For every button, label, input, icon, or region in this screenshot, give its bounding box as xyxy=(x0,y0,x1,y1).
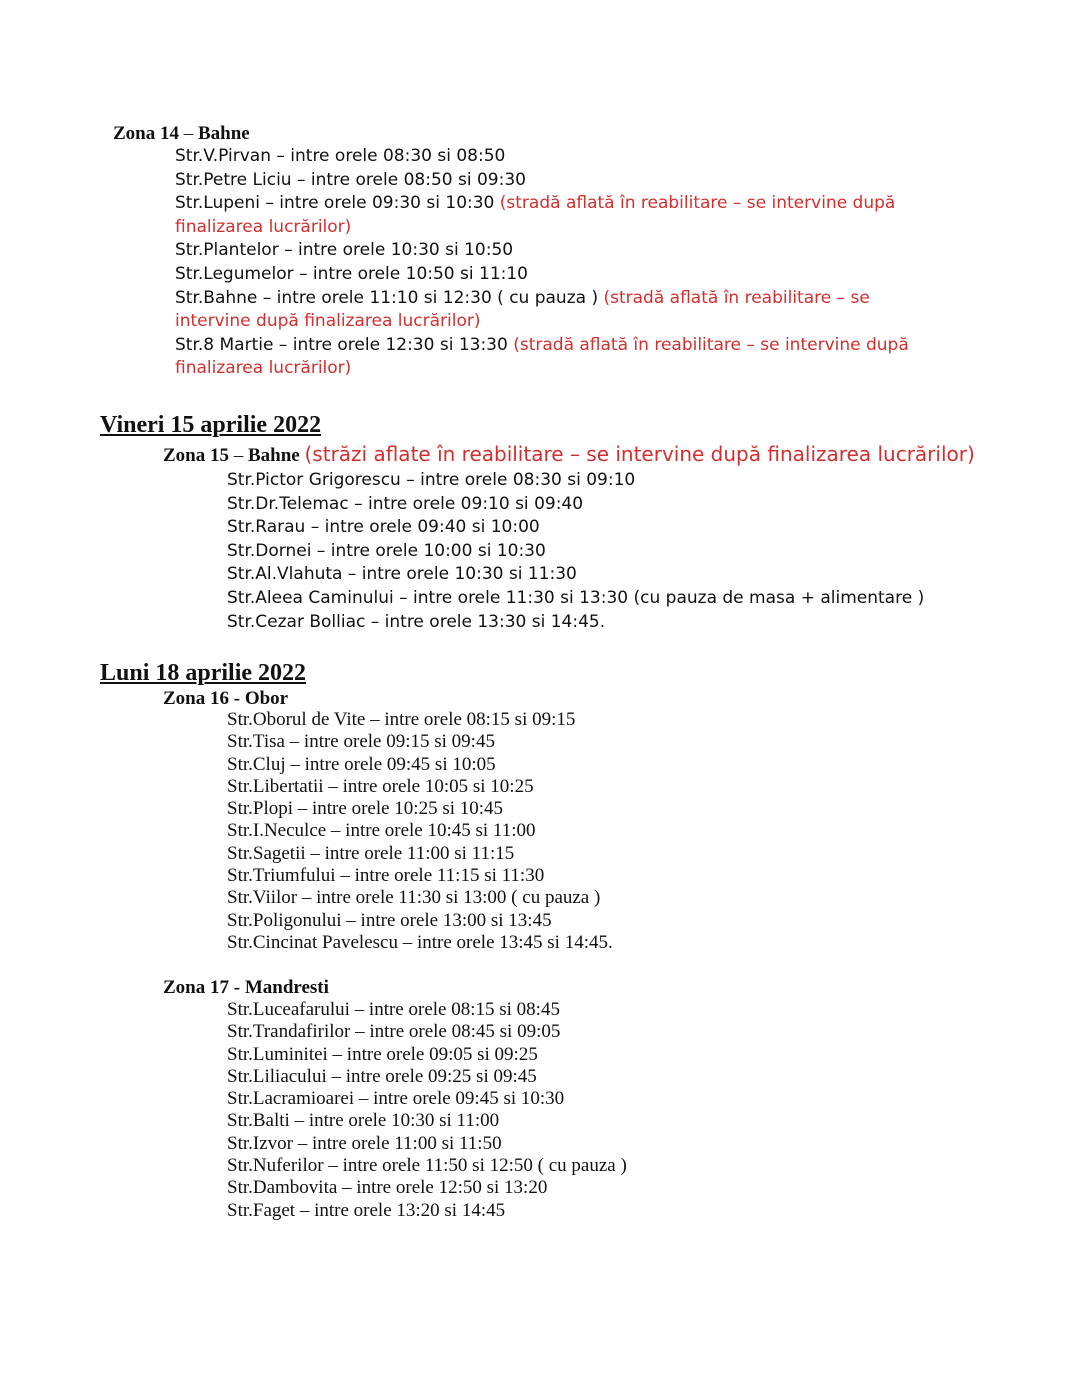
street-item: Str.Cincinat Pavelescu – intre orele 13:45 si 14:45. xyxy=(227,931,613,953)
street-item: Str.Nuferilor – intre orele 11:50 si 12:50 ( cu pauza ) xyxy=(227,1155,627,1177)
street-text: Str.Plantelor – intre orele 10:30 si 10:50 xyxy=(175,240,514,261)
street-item: Str.Pictor Grigorescu – intre orele 08:30 si 09:10 xyxy=(227,470,636,490)
street-item: Str.Dornei – intre orele 10:00 si 10:30 xyxy=(227,540,546,561)
street-item: Str.Dr.Telemac – intre orele 09:10 si 09:40 xyxy=(227,493,584,514)
street-item: Str.Faget – intre orele 13:20 si 14:45 xyxy=(227,1199,506,1221)
street-text: Str.V.Pirvan – intre orele 08:30 si 08:50 xyxy=(175,146,506,166)
street-item: Str.Luminitei – intre orele 09:05 si 09:25 xyxy=(227,1043,538,1065)
zone-14-title xyxy=(113,123,250,145)
zone-16-street-list xyxy=(227,709,613,954)
street-item: Str.Tisa – intre orele 09:15 si 09:45 xyxy=(227,731,495,753)
zone-15-title xyxy=(163,443,975,467)
street-text: Str.Lupeni – intre orele 09:30 si 10:30 xyxy=(175,193,500,214)
street-item: Str.Cluj – intre orele 09:45 si 10:05 xyxy=(227,753,496,775)
street-item: Str.Sagetii – intre orele 11:00 si 11:15 xyxy=(227,842,515,864)
street-item: Str.Izvor – intre orele 11:00 si 11:50 xyxy=(227,1132,502,1154)
zone-14-name: Bahne xyxy=(198,123,250,144)
street-item: Str.I.Neculce – intre orele 10:45 si 11:00 xyxy=(227,820,536,842)
zone-15-name: Bahne xyxy=(248,445,300,466)
street-text: Str.Bahne – intre orele 11:10 si 12:30 ( cu pauza ) xyxy=(175,287,604,308)
street-item xyxy=(163,287,943,334)
street-item xyxy=(163,145,963,169)
street-item: Str.Oborul de Vite – intre orele 08:15 si 09:15 xyxy=(227,709,576,730)
zone-14-separator: – xyxy=(179,123,198,144)
street-item: Str.Dambovita – intre orele 12:50 si 13:20 xyxy=(227,1177,548,1199)
street-item: Str.Trandafirilor – intre orele 08:45 si 09:05 xyxy=(227,1021,561,1043)
zone-15-separator: – xyxy=(229,445,248,466)
zone-14-number: Zona 14 xyxy=(113,123,179,144)
rehab-note: (stradă aflată în reabilitare – se intervine după finalizarea lucrărilor) xyxy=(175,287,870,332)
zone-15-number: Zona 15 xyxy=(163,445,229,466)
zone-17-title: Zona 17 - Mandresti xyxy=(163,977,329,998)
street-item: Str.Plopi – intre orele 10:25 si 10:45 xyxy=(227,798,504,820)
street-item xyxy=(163,192,955,239)
street-text: Str.Legumelor – intre orele 10:50 si 11:10 xyxy=(175,263,528,284)
street-item: Str.Cezar Bolliac – intre orele 13:30 si 14:45. xyxy=(227,611,606,632)
zone-17-street-list xyxy=(227,999,627,1222)
street-item xyxy=(163,263,963,287)
street-item: Str.Triumfului – intre orele 11:15 si 11:30 xyxy=(227,865,545,887)
street-text: Str.8 Martie – intre orele 12:30 si 13:30 xyxy=(175,334,514,355)
street-text: Str.Petre Liciu – intre orele 08:50 si 09:30 xyxy=(175,169,526,190)
zone-16-title: Zona 16 - Obor xyxy=(163,688,289,709)
street-item: Str.Balti – intre orele 10:30 si 11:00 xyxy=(227,1110,500,1132)
street-item: Str.Rarau – intre orele 09:40 si 10:00 xyxy=(227,517,540,538)
street-item: Str.Viilor – intre orele 11:30 si 13:00 ( cu pauza ) xyxy=(227,887,601,909)
street-item xyxy=(163,334,943,381)
rehab-note: (stradă aflată în reabilitare – se intervine după finalizarea lucrărilor) xyxy=(175,334,909,379)
street-item: Str.Liliacului – intre orele 09:25 si 09:45 xyxy=(227,1065,537,1087)
street-item: Str.Aleea Caminului – intre orele 11:30 si 13:30 (cu pauza de masa + alimentare ) xyxy=(227,587,925,608)
street-item xyxy=(163,239,963,263)
street-item: Str.Al.Vlahuta – intre orele 10:30 si 11:30 xyxy=(227,564,577,585)
street-item: Str.Poligonului – intre orele 13:00 si 13:45 xyxy=(227,909,552,931)
zone-15-street-list xyxy=(227,469,924,634)
rehab-note: (stradă aflată în reabilitare – se intervine după finalizarea lucrărilor) xyxy=(175,193,896,237)
street-item xyxy=(163,169,963,193)
zone-14-street-list xyxy=(163,145,963,381)
street-item: Str.Libertatii – intre orele 10:05 si 10:25 xyxy=(227,775,534,797)
street-item: Str.Lacramioarei – intre orele 09:45 si 10:30 xyxy=(227,1088,565,1110)
street-item: Str.Luceafarului – intre orele 08:15 si 08:45 xyxy=(227,999,560,1020)
day-heading-18: Luni 18 aprilie 2022 xyxy=(100,660,307,686)
zone-15-rehab-note: (străzi aflate în reabilitare – se intervine după finalizarea lucrărilor) xyxy=(304,442,975,466)
day-heading-15: Vineri 15 aprilie 2022 xyxy=(100,412,322,438)
